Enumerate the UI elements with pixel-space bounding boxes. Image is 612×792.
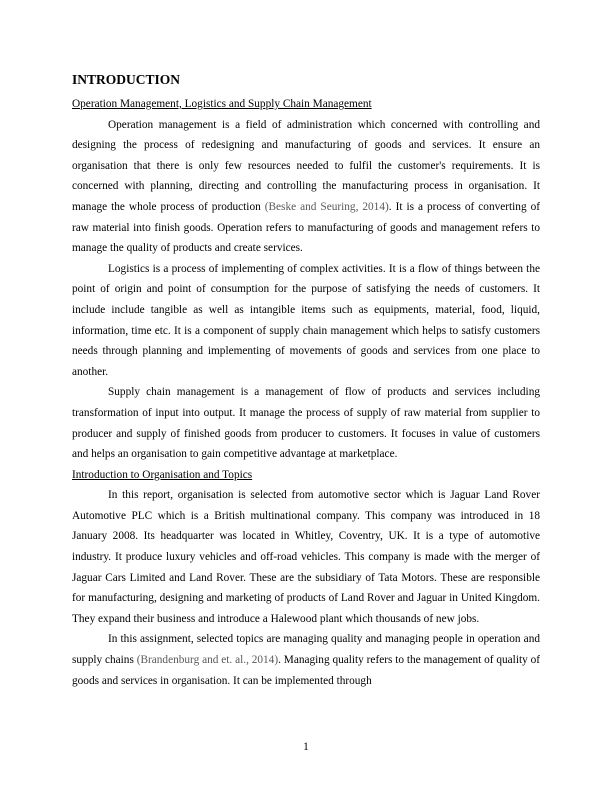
page-number: 1 <box>303 741 309 753</box>
paragraph-operation-management <box>72 115 540 259</box>
citation: (Brandenburg and et. al., 2014) <box>136 654 279 667</box>
paragraph-text: . Managing quality refers to the management of quality of goods and services in organisation. It can be implemented through <box>72 654 541 687</box>
section-title-operations: Operation Management, Logistics and Supply Chain Management <box>72 98 372 110</box>
page-heading: INTRODUCTION <box>72 72 181 87</box>
paragraph-supply-chain: Supply chain management is a management of flow of products and services including transformation of input into output. It manage the process of supply of raw material from supplier to producer and supply of finished goods from producer to customers. It focuses in value of customers and helps an organisation to gain competitive advantage at marketplace. <box>72 386 540 461</box>
paragraph-topics <box>72 629 540 691</box>
paragraph-organisation: In this report, organisation is selected from automotive sector which is Jaguar Land Rover Automotive PLC which is a British multinational company. This company was introduced in 18 January 2008. Its headquarter was located in Whitley, Coventry, UK. It is a type of automotive industry. It produce luxury vehicles and off-road vehicles. This company is made with the merger of Jaguar Cars Limited and Land Rover. These are the subsidiary of Tata Motors. These are responsible for manufacturing, designing and marketing of products of Land Rover and Jaguar in United Kingdom. They expand their business and introduce a Halewood plant which thousands of new jobs. <box>72 489 540 625</box>
section-title-organisation: Introduction to Organisation and Topics <box>72 468 253 481</box>
paragraph-text: In this assignment, selected topics are managing quality and managing people in operation and supply chains <box>72 633 540 667</box>
paragraph-text: Operation management is a field of administration which concerned with controlling and designing the process of redesigning and manufacturing of goods and services. It ensure an organisation that there is only few resources needed to fulfil the customer's requirements. It is concerned with planning, directing and controlling the manufacturing process in organisation. It manage the whole process of production <box>72 118 540 213</box>
paragraph-logistics: Logistics is a process of implementing of complex activities. It is a flow of things between the point of origin and point of consumption for the purpose of satisfying the needs of customers. It include include tangible as well as intangible items such as equipments, material, food, liquid, information, time etc. It is a component of supply chain management which helps to satisfy customers needs through planning and implementing of movements of goods and services from one place to another. <box>72 262 540 378</box>
paragraph-text: . It is a process of converting of raw material into finish goods. Operation refers to manufacturing of goods and management refers to manage the quality of products and create services. <box>72 200 540 255</box>
citation: (Beske and Seuring, 2014) <box>264 200 389 213</box>
document-body <box>72 70 540 691</box>
